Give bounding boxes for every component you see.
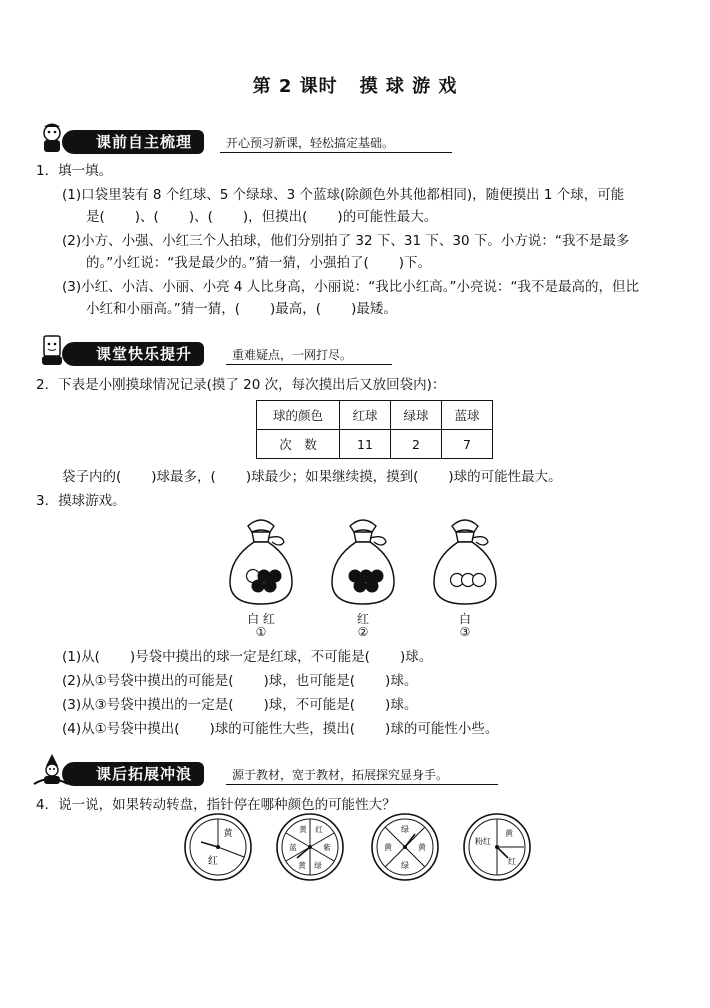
spinner-4: [462, 812, 532, 882]
section-slogan-classroom: 重难疑点，一网打尽。: [232, 348, 353, 362]
record-table: [256, 400, 493, 459]
bag-1-number: ①: [255, 625, 267, 639]
spinner-2-label: 绿: [314, 861, 322, 870]
spinner-2-label: 黄: [299, 825, 307, 834]
table-cell: 11: [340, 430, 391, 459]
spinner-2-label: 紫: [323, 843, 331, 852]
spinner-2-label: 蓝: [289, 843, 297, 852]
table-cell: 蓝球: [442, 401, 493, 430]
lesson-number: 第 2 课时: [252, 76, 338, 97]
section-banner-after: [30, 762, 500, 788]
table-cell: 2: [391, 430, 442, 459]
bag-3-number: ③: [459, 625, 471, 639]
slogan-underline: [226, 784, 498, 785]
spinner-4-label: 黄: [505, 829, 513, 838]
spinner-1-label: 红: [208, 856, 218, 867]
slogan-underline: [226, 364, 392, 365]
q3-part3: (3)从③号袋中摸出的一定是( )球，不可能是( )球。: [62, 697, 418, 713]
q3-part1: (1)从( )号袋中摸出的球一定是红球，不可能是( )球。: [62, 649, 433, 665]
table-row: [257, 430, 493, 459]
q1-part3-line1: (3)小红、小洁、小丽、小亮 4 人比身高，小丽说：“我比小红高。”小亮说：“我不是最高的，但比: [62, 279, 640, 295]
spinner-3-label: 绿: [401, 861, 409, 870]
table-cell: 7: [442, 430, 493, 459]
table-header-row: [257, 401, 493, 430]
spinner-4-label: 粉红: [475, 837, 491, 846]
table-cell: 绿球: [391, 401, 442, 430]
q3-part2: (2)从①号袋中摸出的可能是( )球，也可能是( )球。: [62, 673, 418, 689]
slogan-underline: [220, 152, 452, 153]
spinner-3-label: 黄: [418, 843, 426, 852]
spinner-3-label: 黄: [384, 843, 392, 852]
spinner-2-label: 红: [315, 825, 323, 834]
spinner-3-label: 绿: [401, 825, 409, 834]
bag-1-icon: [224, 512, 298, 608]
bag-3-icon: [428, 512, 502, 608]
bag-2-icon: [326, 512, 400, 608]
q4-stem: 4．说一说，如果转动转盘，指针停在哪种颜色的可能性大？: [36, 797, 396, 813]
spinner-1-label: 黄: [223, 829, 233, 839]
spinner-3: [370, 812, 440, 882]
q1-part1-line1: (1)口袋里装有 8 个红球、5 个绿球、3 个蓝球(除颜色外其他都相同)，随便摸出 1 个球，可能: [62, 187, 625, 203]
table-cell: 次 数: [257, 430, 340, 459]
lesson-topic: 摸 球 游 戏: [359, 76, 458, 97]
section-banner-preview: [30, 130, 450, 156]
q1-part3-line2: 小红和小丽高。”猜一猜，( )最高，( )最矮。: [86, 301, 397, 317]
spinner-2-label: 黄: [298, 861, 306, 870]
section-slogan-preview: 开心预习新课，轻松搞定基础。: [226, 136, 395, 150]
section-label-preview: 课前自主梳理: [62, 130, 204, 154]
section-label-after: 课后拓展冲浪: [62, 762, 204, 786]
q2-stem: 2．下表是小刚摸球情况记录(摸了 20 次，每次摸出后又放回袋内)：: [36, 377, 446, 393]
table-cell: 球的颜色: [257, 401, 340, 430]
q1-part2-line2: 的。”小红说：“我是最少的。”猜一猜，小强拍了( )下。: [86, 255, 432, 271]
section-slogan-after: 源于教材，宽于教材，拓展探究显身手。: [232, 768, 449, 782]
q3-stem: 3．摸球游戏。: [36, 493, 126, 509]
section-banner-classroom: [30, 342, 390, 368]
page-title: [0, 72, 710, 98]
q1-part2-line1: (2)小方、小强、小红三个人拍球，他们分别拍了 32 下、31 下、30 下。小方说：“我不是最多: [62, 233, 630, 249]
spinner-2: [275, 812, 345, 882]
bag-2-label: 红: [356, 612, 369, 626]
q1-part1-line2: 是( )、( )、( )，但摸出( )的可能性最大。: [86, 209, 438, 225]
spinner-4-label: 红: [508, 857, 516, 866]
q1-stem: 1．填一填。: [36, 163, 113, 179]
section-label-classroom: 课堂快乐提升: [62, 342, 204, 366]
bag-2-number: ②: [357, 625, 369, 639]
q3-part4: (4)从①号袋中摸出( )球的可能性大些，摸出( )球的可能性小些。: [62, 721, 499, 737]
q2-fill-line: 袋子内的( )球最多，( )球最少；如果继续摸，摸到( )球的可能性最大。: [62, 469, 562, 485]
spinner-1: [183, 812, 253, 882]
table-cell: 红球: [340, 401, 391, 430]
bag-3-label: 白: [458, 612, 471, 626]
bag-1-label: 白 红: [247, 612, 275, 626]
